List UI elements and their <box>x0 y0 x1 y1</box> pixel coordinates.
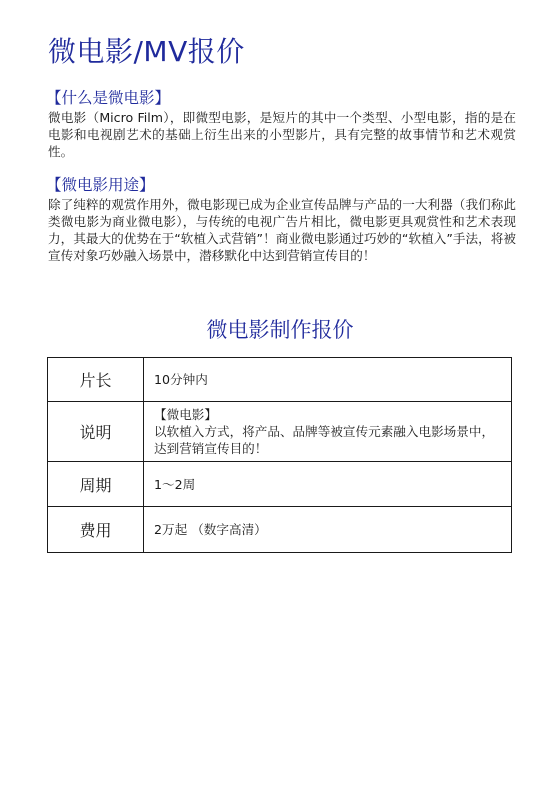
period-value: 1～2周 <box>154 476 196 492</box>
row-value-description <box>144 402 512 462</box>
page-title: 微电影/MV报价 <box>48 35 245 68</box>
table-row-period <box>48 462 512 507</box>
section-heading-usage: 【微电影用途】 <box>46 176 155 194</box>
row-label-duration: 片长 <box>48 358 144 402</box>
section-body-usage: 除了纯粹的观赏作用外，微电影现已成为企业宣传品牌与产品的一大利器（我们称此类微电影为商业微电影），与传统的电视广告片相比，微电影更具观赏性和艺术表现力，其最大的优势在于“软植入式营销”！商业微电影通过巧妙的“软植入”手法，将被宣传对象巧妙融入场景中，潜移默化中达到营销宣传目的！ <box>48 197 516 263</box>
row-label-description: 说明 <box>48 402 144 462</box>
table-row-duration <box>48 358 512 402</box>
row-label-period: 周期 <box>48 462 144 507</box>
cost-value: 2万起 （数字高清） <box>154 522 267 537</box>
row-value-cost <box>144 507 512 553</box>
row-label-cost: 费用 <box>48 507 144 553</box>
duration-value: 10分钟内 <box>154 372 208 387</box>
table-row-description <box>48 402 512 462</box>
description-title: 【微电影】 <box>154 407 217 422</box>
price-table-title: 微电影制作报价 <box>206 318 354 342</box>
table-row-cost <box>48 507 512 553</box>
row-value-period <box>144 462 512 507</box>
section-heading-what-is: 【什么是微电影】 <box>46 89 171 107</box>
row-value-duration <box>144 358 512 402</box>
price-table <box>47 357 512 553</box>
section-body-what-is: 微电影（Micro Film），即微型电影，是短片的其中一个类型、小型电影，指的是在电影和电视剧艺术的基础上衍生出来的小型影片，具有完整的故事情节和艺术观赏性。 <box>48 110 516 159</box>
description-text: 以软植入方式，将产品、品牌等被宣传元素融入电影场景中，达到营销宣传目的！ <box>154 424 495 456</box>
